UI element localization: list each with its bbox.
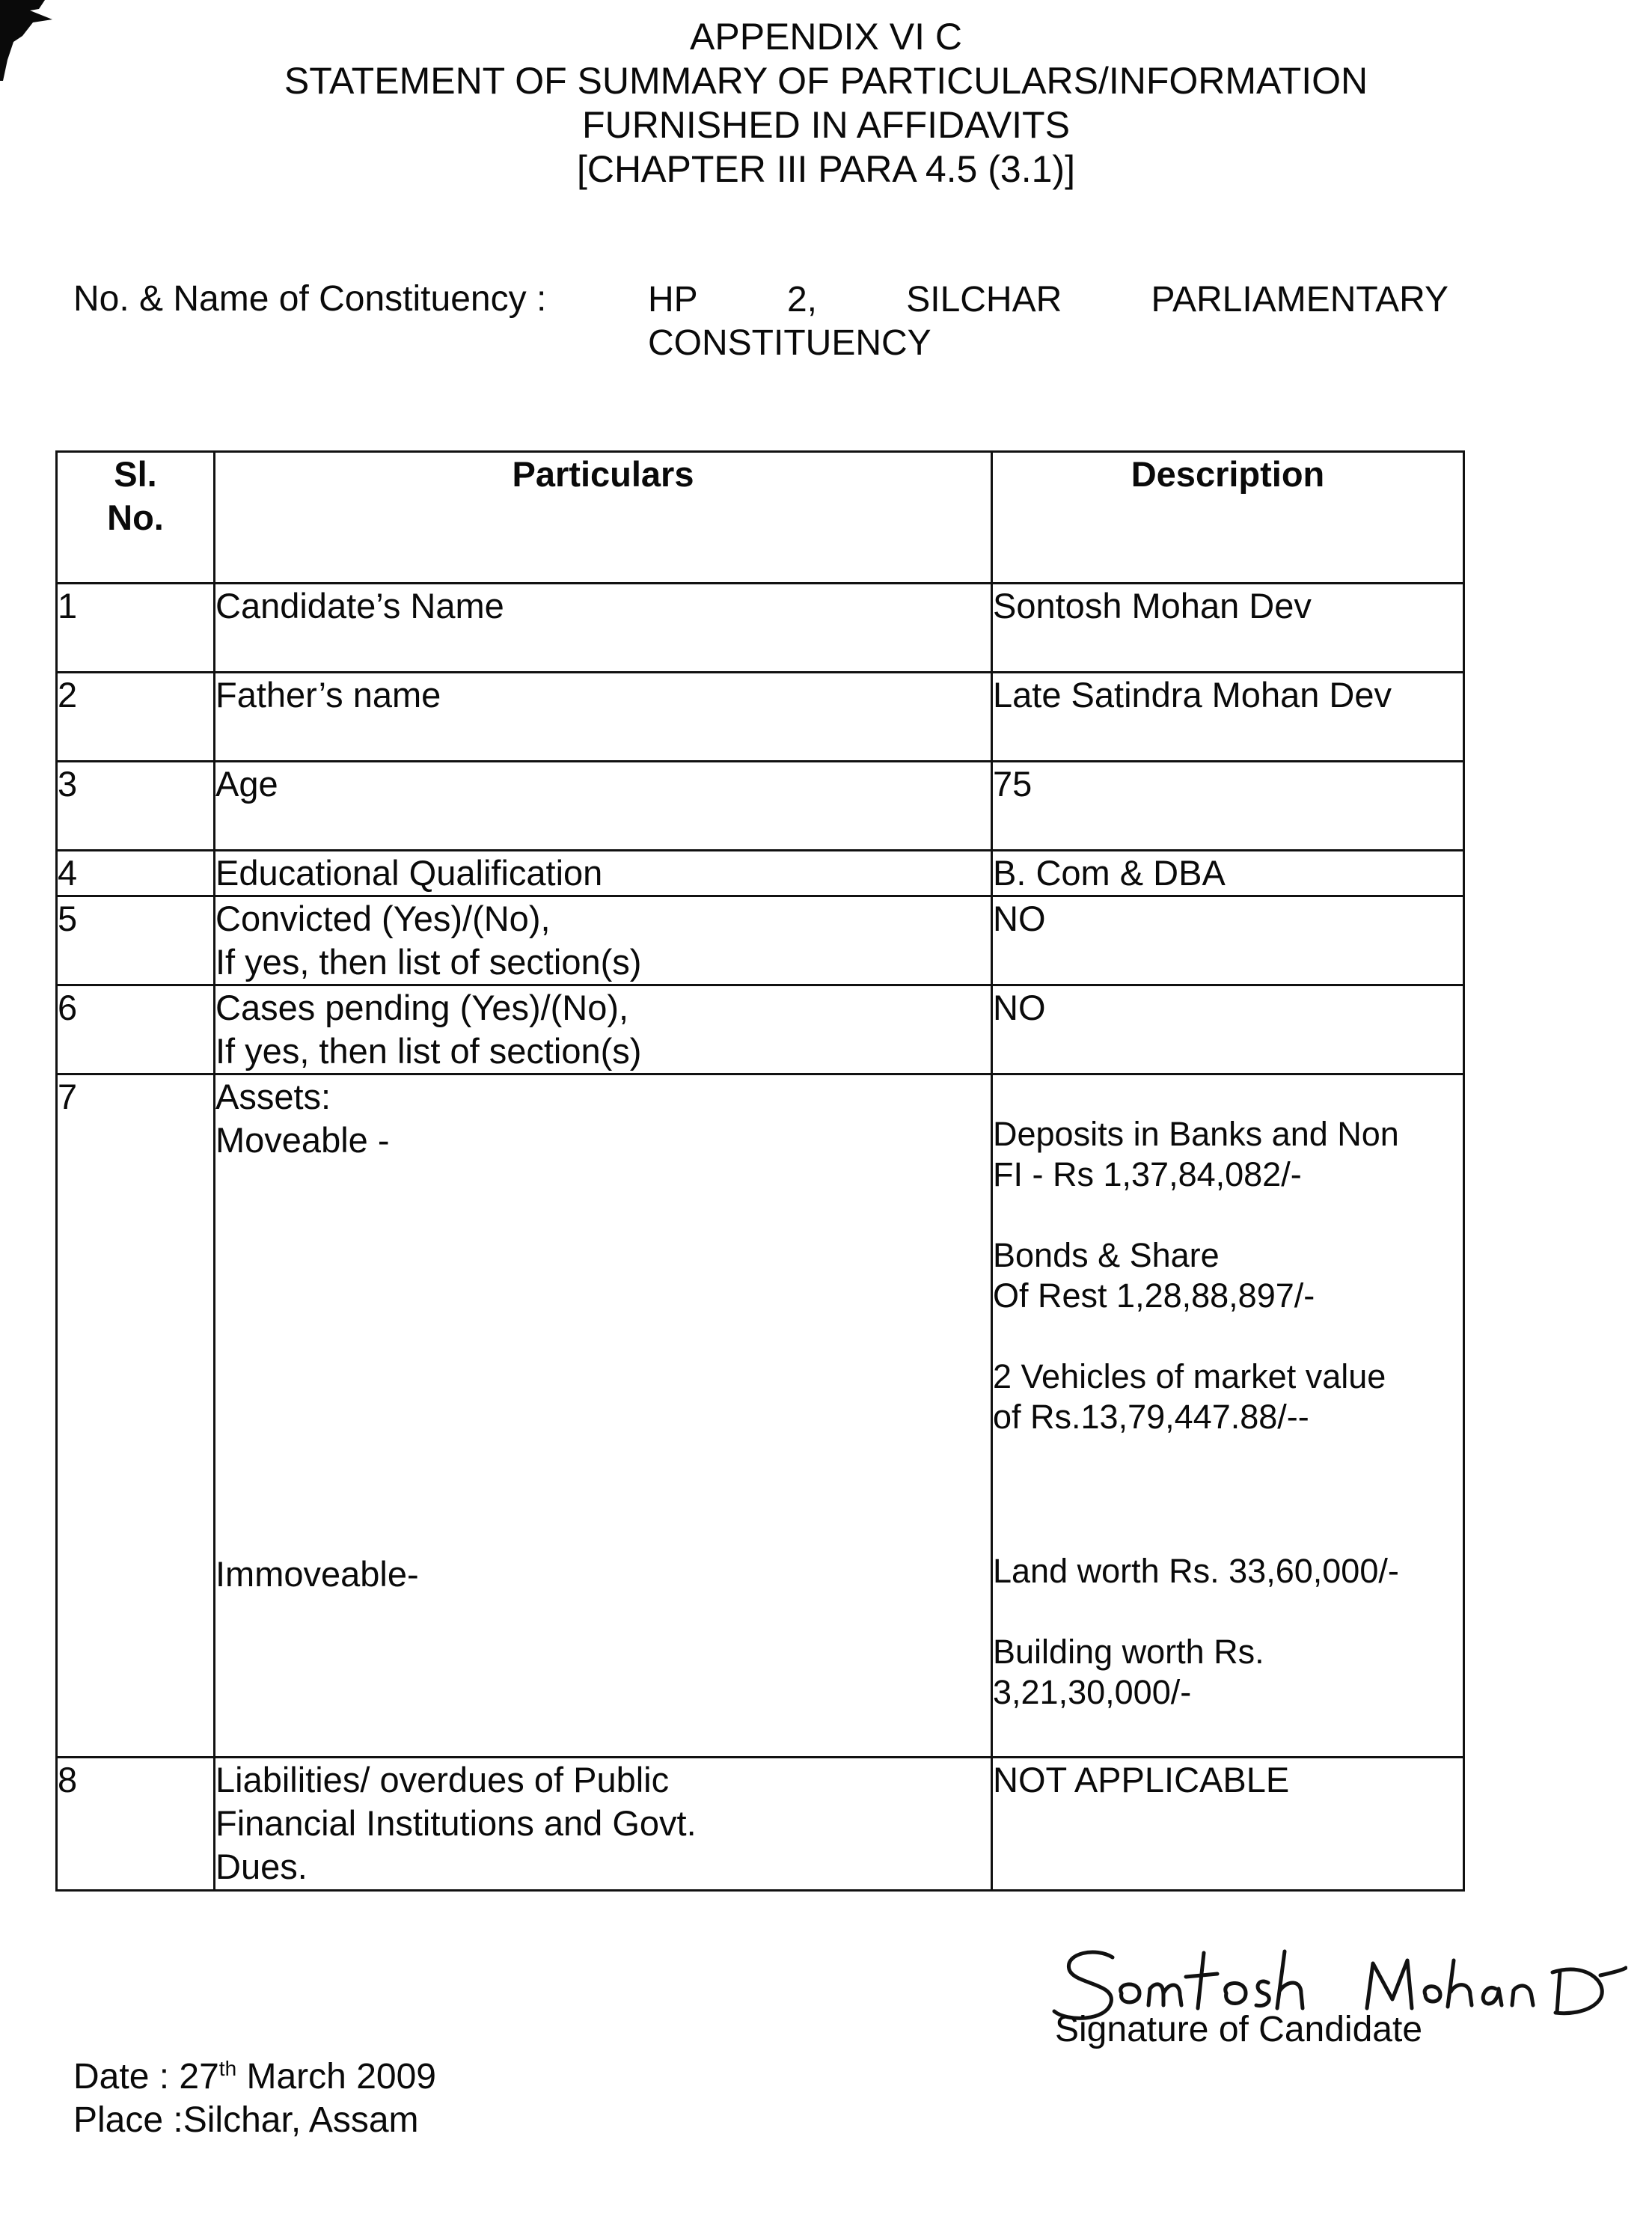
footer-date bbox=[73, 2056, 436, 2097]
row-description bbox=[992, 584, 1464, 673]
constituency-value-line1 bbox=[648, 278, 1448, 322]
header-sl-no bbox=[57, 452, 215, 584]
moveable-item bbox=[993, 1235, 1315, 1316]
table-row-assets bbox=[57, 1074, 1464, 1758]
description-line: of Rs.13,79,447.88/-- bbox=[993, 1398, 1309, 1436]
description-line: Land worth Rs. 33,60,000/- bbox=[993, 1552, 1399, 1590]
heading-appendix: APPENDIX VI C bbox=[690, 16, 962, 58]
particulars-line: Dues. bbox=[215, 1847, 308, 1886]
description-line: Bonds & Share bbox=[993, 1236, 1220, 1274]
description-line: Of Rest 1,28,88,897/- bbox=[993, 1276, 1315, 1315]
header-sl-no-text: Sl. No. bbox=[107, 454, 164, 537]
row-particulars bbox=[215, 851, 992, 896]
row-particulars bbox=[215, 584, 992, 673]
particulars-line: Father’s name bbox=[215, 675, 441, 715]
header-description: Description bbox=[992, 452, 1464, 584]
particulars-line: Educational Qualification bbox=[215, 853, 603, 893]
description-line: Late Satindra Mohan Dev bbox=[993, 675, 1392, 715]
row-sl: 2 bbox=[57, 673, 215, 762]
row-sl: 5 bbox=[57, 896, 215, 985]
description-line: Deposits in Banks and Non bbox=[993, 1115, 1399, 1153]
immoveable-item bbox=[993, 1551, 1399, 1591]
row-particulars-assets bbox=[215, 1074, 992, 1758]
particulars-table bbox=[55, 450, 1465, 1892]
heading-furnished: FURNISHED IN AFFIDAVITS bbox=[582, 104, 1070, 146]
constituency-word: HP bbox=[648, 280, 698, 319]
row-sl: 4 bbox=[57, 851, 215, 896]
row-description bbox=[992, 762, 1464, 851]
particulars-line: Liabilities/ overdues of Public bbox=[215, 1760, 670, 1799]
row-sl: 7 bbox=[57, 1074, 215, 1758]
document-heading bbox=[0, 15, 1652, 192]
table-row bbox=[57, 1758, 1464, 1891]
row-sl: 8 bbox=[57, 1758, 215, 1891]
header-particulars: Particulars bbox=[215, 452, 992, 584]
constituency-word: PARLIAMENTARY bbox=[1151, 280, 1448, 319]
moveable-label: Moveable - bbox=[215, 1120, 390, 1160]
description-line: 3,21,30,000/- bbox=[993, 1673, 1192, 1711]
heading-statement: STATEMENT OF SUMMARY OF PARTICULARS/INFORMATION bbox=[284, 60, 1368, 102]
table-row bbox=[57, 584, 1464, 673]
table-row bbox=[57, 673, 1464, 762]
assets-particulars-block bbox=[215, 1075, 991, 1756]
constituency-word: 2, bbox=[786, 280, 817, 319]
row-description-assets bbox=[992, 1074, 1464, 1758]
moveable-item bbox=[993, 1114, 1399, 1195]
constituency-value-line2: CONSTITUENCY bbox=[648, 323, 931, 363]
description-line: NO bbox=[993, 899, 1046, 938]
date-rest: March 2009 bbox=[236, 2057, 436, 2097]
row-description bbox=[992, 1758, 1464, 1891]
constituency-label: No. & Name of Constituency : bbox=[73, 279, 547, 319]
row-particulars bbox=[215, 985, 992, 1074]
constituency-value bbox=[648, 278, 1448, 365]
table-row bbox=[57, 985, 1464, 1074]
row-description bbox=[992, 673, 1464, 762]
moveable-item bbox=[993, 1357, 1386, 1437]
description-line: Building worth Rs. bbox=[993, 1633, 1264, 1671]
row-description bbox=[992, 896, 1464, 985]
row-particulars bbox=[215, 1758, 992, 1891]
row-particulars bbox=[215, 673, 992, 762]
date-suffix: th bbox=[218, 2057, 237, 2080]
particulars-line: Age bbox=[215, 764, 278, 804]
description-line: NO bbox=[993, 988, 1046, 1027]
particulars-line: Candidate’s Name bbox=[215, 586, 504, 626]
row-description bbox=[992, 985, 1464, 1074]
footer-place: Place :Silchar, Assam bbox=[73, 2100, 419, 2140]
row-description bbox=[992, 851, 1464, 896]
description-line: NOT APPLICABLE bbox=[993, 1760, 1290, 1799]
description-line: 75 bbox=[993, 764, 1032, 804]
immoveable-item bbox=[993, 1632, 1264, 1713]
assets-description-block bbox=[993, 1075, 1463, 1756]
heading-chapter: [CHAPTER III PARA 4.5 (3.1)] bbox=[577, 148, 1075, 190]
table-header-row bbox=[57, 452, 1464, 584]
row-particulars bbox=[215, 762, 992, 851]
description-line: B. Com & DBA bbox=[993, 853, 1226, 893]
table-row bbox=[57, 851, 1464, 896]
signature-label: Signature of Candidate bbox=[1055, 2010, 1423, 2049]
date-label: Date : 27 bbox=[73, 2057, 219, 2097]
immoveable-label: Immoveable- bbox=[215, 1554, 419, 1594]
particulars-line: Convicted (Yes)/(No), bbox=[215, 899, 551, 938]
assets-heading: Assets: bbox=[215, 1077, 331, 1116]
row-particulars bbox=[215, 896, 992, 985]
particulars-line: If yes, then list of section(s) bbox=[215, 1031, 642, 1071]
table-row bbox=[57, 762, 1464, 851]
description-line: Sontosh Mohan Dev bbox=[993, 586, 1312, 626]
constituency-word: SILCHAR bbox=[906, 280, 1062, 319]
particulars-line: Cases pending (Yes)/(No), bbox=[215, 988, 629, 1027]
particulars-line: Financial Institutions and Govt. bbox=[215, 1803, 697, 1843]
row-sl: 3 bbox=[57, 762, 215, 851]
description-line: 2 Vehicles of market value bbox=[993, 1357, 1386, 1395]
description-line: FI - Rs 1,37,84,082/- bbox=[993, 1155, 1302, 1193]
row-sl: 6 bbox=[57, 985, 215, 1074]
row-sl: 1 bbox=[57, 584, 215, 673]
particulars-line: If yes, then list of section(s) bbox=[215, 942, 642, 982]
table-row bbox=[57, 896, 1464, 985]
